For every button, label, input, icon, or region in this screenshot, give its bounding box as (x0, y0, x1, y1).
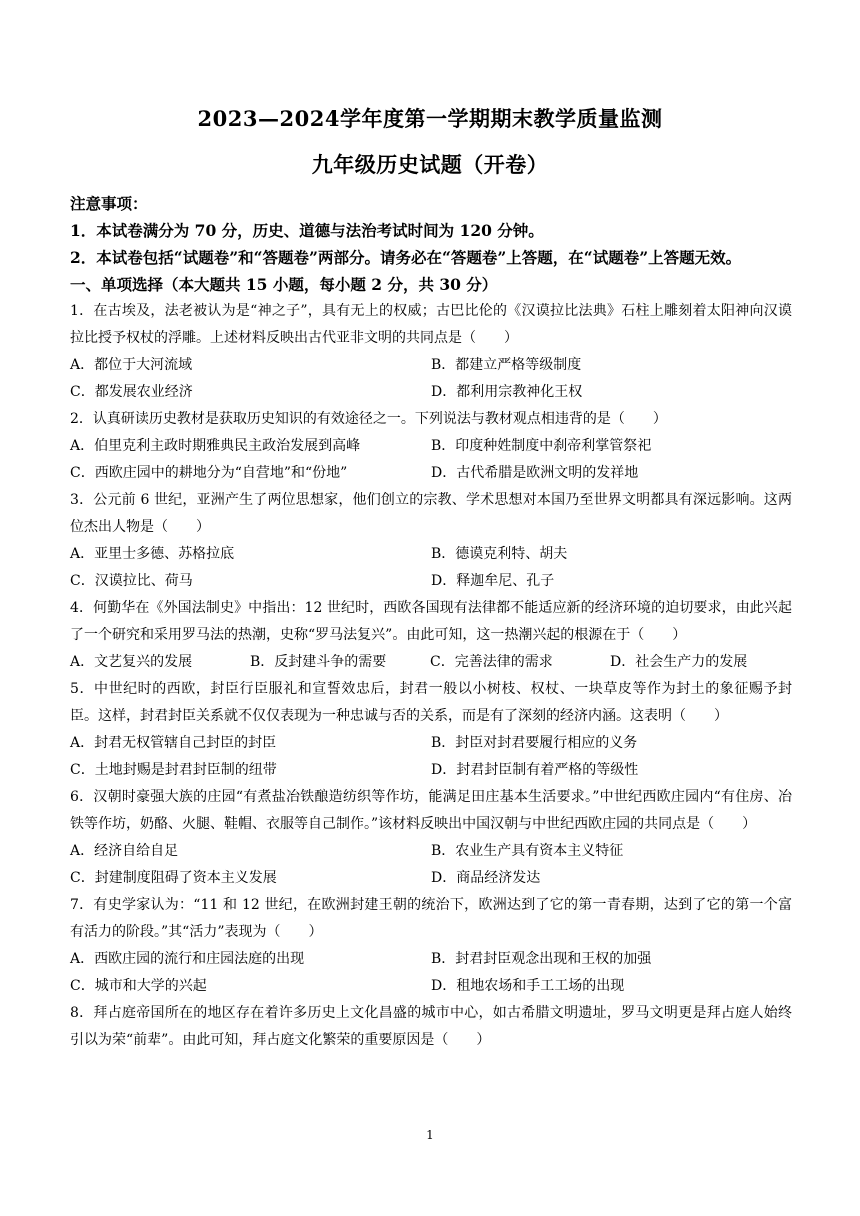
option-b: B．都建立严格等级制度 (431, 357, 582, 373)
option-d: D．社会生产力的发展 (610, 654, 748, 670)
question-options (70, 730, 792, 784)
option-a: A．亚里士多德、苏格拉底 (70, 546, 235, 562)
option-c: C．都发展农业经济 (70, 384, 193, 400)
option-a: A．都位于大河流域 (70, 357, 193, 373)
notice-item: 1．本试卷满分为 70 分，历史、道德与法治考试时间为 120 分钟。 (70, 221, 544, 240)
option-b: B．封臣对封君要履行相应的义务 (431, 735, 638, 751)
question-stem: 3．公元前 6 世纪，亚洲产生了两位思想家，他们创立的宗教、学术思想对本国乃至世界文明都具有深远影响。这两位杰出人物是（ ） (70, 492, 792, 535)
question-options (70, 433, 792, 487)
question-stem: 2．认真研读历史教材是获取历史知识的有效途径之一。下列说法与教材观点相违背的是（ ） (70, 411, 667, 427)
question-options (70, 838, 792, 892)
option-d: D．封君封臣制有着严格的等级性 (431, 762, 639, 778)
question-options (70, 946, 792, 1000)
exam-content (70, 190, 792, 1054)
option-d: D．商品经济发达 (431, 870, 541, 886)
question-options (70, 352, 792, 406)
page-number: 1 (426, 1128, 434, 1142)
question-stem: 1．在古埃及，法老被认为是“神之子”，具有无上的权威；古巴比伦的《汉谟拉比法典》石柱上雕刻着太阳神向汉谟拉比授予权杖的浮雕。上述材料反映出古代亚非文明的共同点是（ ） (70, 303, 792, 346)
option-c: C．西欧庄园中的耕地分为“自营地”和“份地” (70, 465, 348, 481)
question-stem: 7．有史学家认为：“11 和 12 世纪，在欧洲封建王朝的统治下，欧洲达到了它的第一青春期，达到了它的第一个富有活力的阶段。”其“活力”表现为（ ） (70, 897, 792, 940)
option-a: A．伯里克利主政时期雅典民主政治发展到高峰 (70, 438, 361, 454)
question-stem: 8．拜占庭帝国所在的地区存在着许多历史上文化昌盛的城市中心，如古希腊文明遗址，罗马文明更是拜占庭人始终引以为荣“前辈”。由此可知，拜占庭文化繁荣的重要原因是（ ） (70, 1005, 792, 1048)
option-a: A．经济自给自足 (70, 843, 179, 859)
exam-subtitle: 九年级历史试题（开卷） (311, 152, 549, 177)
notice-item: 2．本试卷包括“试题卷”和“答题卷”两部分。请务必在“答题卷”上答题，在“试题卷”上答题无效。 (70, 248, 742, 267)
exam-title: 2023—2024学年度第一学期期末教学质量监测 (197, 106, 663, 131)
option-b: B．反封建斗争的需要 (250, 654, 387, 670)
option-d: D．释迦牟尼、孔子 (431, 573, 555, 589)
option-c: C．封建制度阻碍了资本主义发展 (70, 870, 277, 886)
option-a: A．封君无权管辖自己封臣的封臣 (70, 735, 277, 751)
question-options (70, 541, 792, 595)
option-c: C．汉谟拉比、荷马 (70, 573, 193, 589)
question-options (70, 649, 792, 676)
option-b: B．农业生产具有资本主义特征 (431, 843, 624, 859)
option-d: D．租地农场和手工工场的出现 (431, 978, 625, 994)
notice-heading: 注意事项： (70, 194, 148, 213)
option-a: A．文艺复兴的发展 (70, 654, 193, 670)
section-heading: 一、单项选择（本大题共 15 小题，每小题 2 分，共 30 分） (70, 275, 498, 294)
option-b: B．印度种姓制度中刹帝利掌管祭祀 (431, 438, 652, 454)
option-d: D．都利用宗教神化王权 (431, 384, 583, 400)
option-a: A．西欧庄园的流行和庄园法庭的出现 (70, 951, 305, 967)
question-stem: 4．何勤华在《外国法制史》中指出：12 世纪时，西欧各国现有法律都不能适应新的经济环境的迫切要求，由此兴起了一个研究和采用罗马法的热潮，史称“罗马法复兴”。由此可知，这一热潮兴起的根源在于（ ） (70, 600, 792, 643)
question-stem: 6．汉朝时豪强大族的庄园“有煮盐冶铁酿造纺织等作坊，能满足田庄基本生活要求。”中世纪西欧庄园内“有住房、冶铁等作坊，奶酪、火腿、鞋帽、衣服等自己制作。”该材料反映出中国汉朝与中世纪西欧庄园的共同点是（ ） (70, 789, 792, 832)
option-b: B．德谟克利特、胡夫 (431, 546, 568, 562)
option-c: C．完善法律的需求 (430, 654, 553, 670)
option-d: D．古代希腊是欧洲文明的发祥地 (431, 465, 639, 481)
option-c: C．土地封赐是封君封臣制的纽带 (70, 762, 277, 778)
question-stem: 5．中世纪时的西欧，封臣行臣服礼和宣誓效忠后，封君一般以小树枝、权杖、一块草皮等作为封土的象征赐予封臣。这样，封君封臣关系就不仅仅表现为一种忠诚与否的关系，而是有了深刻的经济内涵。这表明（ ） (70, 681, 792, 724)
option-b: B．封君封臣观念出现和王权的加强 (431, 951, 652, 967)
option-c: C．城市和大学的兴起 (70, 978, 207, 994)
